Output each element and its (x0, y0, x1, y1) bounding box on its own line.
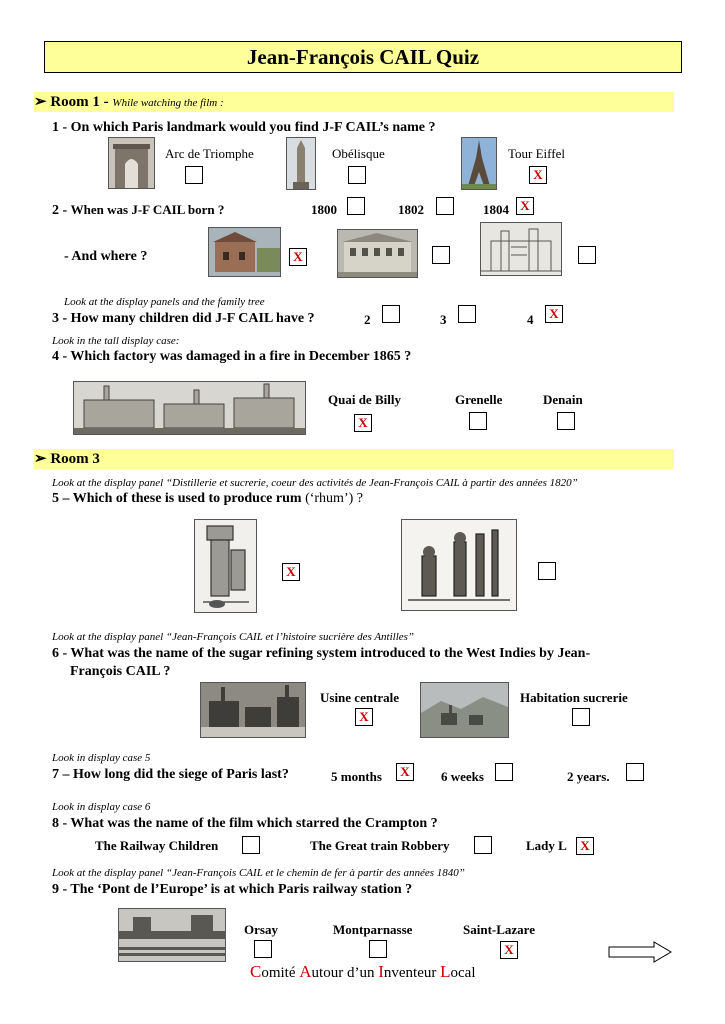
question-6-line-1: 6 - What was the name of the sugar refining system introduced to the West Indies by Jean- (52, 646, 591, 661)
pont-de-l-europe-engraving (118, 908, 226, 962)
footer-letter-i: I (378, 962, 384, 981)
q8-checkbox-great-train-robbery[interactable] (474, 836, 492, 854)
question-2 (52, 202, 224, 219)
q4-checkbox-denain[interactable] (557, 412, 575, 430)
q8-option-great-train-robbery: The Great train Robbery (310, 838, 450, 853)
q6-checkbox-habitation-sucrerie[interactable] (572, 708, 590, 726)
q1-option-arc: Arc de Triomphe (165, 146, 254, 161)
distillery-machine-engraving-2 (401, 519, 517, 611)
q1-option-obelisk: Obélisque (332, 146, 385, 161)
question-8: 8 - What was the name of the film which starred the Crampton ? (52, 816, 438, 831)
q3-option-2: 2 (364, 312, 371, 327)
q8-option-railway-children: The Railway Children (95, 838, 219, 853)
q9-checkbox-orsay[interactable] (254, 940, 272, 958)
q2-checkbox-1800[interactable] (347, 197, 365, 215)
q7-checkbox-5-months-marked[interactable]: X (396, 763, 414, 781)
q9-option-saint-lazare: Saint-Lazare (463, 922, 535, 937)
q4-option-grenelle: Grenelle (455, 392, 503, 407)
question-2-text: When was J-F CAIL born ? (70, 202, 225, 217)
room-1-label: Room 1 - (50, 94, 109, 110)
q1-checkbox-eiffel-marked[interactable]: X (529, 166, 547, 184)
q6-checkbox-usine-centrale-marked[interactable]: X (355, 708, 373, 726)
arc-de-triomphe-photo (108, 137, 155, 189)
q7-option-5-months: 5 months (331, 769, 382, 784)
q9-hint: Look at the display panel “Jean-François CAIL et le chemin de fer à partir des années 1840” (52, 867, 465, 879)
q7-checkbox-6-weeks[interactable] (495, 763, 513, 781)
q4-option-denain: Denain (543, 392, 583, 407)
footer-word-4: ocal (450, 965, 476, 981)
footer-word-3: nventeur (383, 965, 441, 981)
q2-option-1804: 1804 (483, 202, 509, 217)
question-2-number: 2 - (52, 203, 71, 218)
q4-checkbox-quai-de-billy-marked[interactable]: X (354, 414, 372, 432)
q3-option-4: 4 (527, 312, 534, 327)
q2-checkbox-1802[interactable] (436, 197, 454, 215)
q4-checkbox-grenelle[interactable] (469, 412, 487, 430)
room-1-subtitle: While watching the film : (112, 97, 224, 109)
question-9: 9 - The ‘Pont de l’Europe’ is at which Paris railway station ? (52, 882, 413, 897)
plantation-engraving (420, 682, 509, 738)
eiffel-tower-photo (461, 137, 497, 190)
q9-checkbox-montparnasse[interactable] (369, 940, 387, 958)
question-3: 3 - How many children did J-F CAIL have ? (52, 311, 315, 326)
q3-option-3: 3 (440, 312, 447, 327)
question-2-where: - And where ? (64, 249, 148, 264)
page-title: Jean-François CAIL Quiz (44, 41, 682, 73)
q8-option-lady-l: Lady L (526, 838, 567, 853)
q5-checkbox-1-marked[interactable]: X (282, 563, 300, 581)
birthplace-photo-2 (337, 229, 418, 278)
obelisk-photo (286, 137, 316, 190)
question-5-text: 5 – Which of these is used to produce rum (52, 491, 302, 506)
room-3-heading (34, 449, 674, 469)
q7-option-6-weeks: 6 weeks (441, 769, 484, 784)
q8-hint: Look in display case 6 (52, 801, 151, 813)
q2-where-checkbox-2[interactable] (432, 246, 450, 264)
q2-where-checkbox-3[interactable] (578, 246, 596, 264)
q5-checkbox-2[interactable] (538, 562, 556, 580)
birthplace-photo-1 (208, 227, 281, 277)
room-3-label: Room 3 (50, 451, 100, 467)
q8-checkbox-lady-l-marked[interactable]: X (576, 837, 594, 855)
question-5-extra: (‘rhum’) ? (305, 491, 363, 506)
question-4: 4 - Which factory was damaged in a fire in December 1865 ? (52, 349, 412, 364)
question-1: 1 - On which Paris landmark would you find J-F CAIL’s name ? (52, 120, 436, 135)
q6-hint: Look at the display panel “Jean-François CAIL et l’histoire sucrière des Antilles” (52, 631, 415, 643)
q9-option-orsay: Orsay (244, 922, 278, 937)
factory-engraving (73, 381, 306, 435)
q2-option-1800: 1800 (311, 202, 337, 217)
q3-checkbox-3[interactable] (458, 305, 476, 323)
q4-hint: Look in the tall display case: (52, 335, 180, 347)
q3-checkbox-4-marked[interactable]: X (545, 305, 563, 323)
q7-option-2-years: 2 years. (567, 769, 610, 784)
sugar-factory-engraving (200, 682, 306, 738)
footer-letter-a: A (299, 962, 312, 981)
question-7: 7 – How long did the siege of Paris last? (52, 767, 289, 782)
footer-letter-c: C (250, 962, 262, 981)
q1-option-eiffel: Tour Eiffel (508, 146, 565, 161)
q3-checkbox-2[interactable] (382, 305, 400, 323)
q7-hint: Look in display case 5 (52, 752, 151, 764)
distillery-machine-engraving-1 (194, 519, 257, 613)
q2-where-checkbox-1-marked[interactable]: X (289, 248, 307, 266)
room-1-heading (34, 92, 674, 112)
q1-checkbox-arc[interactable] (185, 166, 203, 184)
arrow-bullet-icon: ➢ (34, 94, 47, 110)
question-6-line-2: François CAIL ? (70, 664, 171, 679)
arrow-bullet-icon: ➢ (34, 451, 47, 467)
q9-option-montparnasse: Montparnasse (333, 922, 413, 937)
q9-checkbox-saint-lazare-marked[interactable]: X (500, 941, 518, 959)
q6-option-habitation-sucrerie: Habitation sucrerie (520, 690, 628, 705)
q5-hint: Look at the display panel “Distillerie et sucrerie, coeur des activités de Jean-François CAIL à partir des années 1820” (52, 477, 578, 489)
q4-option-quai-de-billy: Quai de Billy (328, 392, 401, 407)
footer-committee-name (250, 962, 476, 982)
q8-checkbox-railway-children[interactable] (242, 836, 260, 854)
question-5 (52, 491, 363, 507)
next-page-arrow-icon (608, 941, 672, 963)
birthplace-engraving-3 (480, 222, 562, 276)
q2-option-1802: 1802 (398, 202, 424, 217)
footer-letter-l: L (440, 962, 451, 981)
footer-word-2: utour d’un (311, 965, 379, 981)
q3-hint: Look at the display panels and the family tree (64, 296, 265, 308)
footer-word-1: omité (261, 965, 300, 981)
q2-checkbox-1804-marked[interactable]: X (516, 197, 534, 215)
q1-checkbox-obelisk[interactable] (348, 166, 366, 184)
q6-option-usine-centrale: Usine centrale (320, 690, 400, 705)
q7-checkbox-2-years[interactable] (626, 763, 644, 781)
